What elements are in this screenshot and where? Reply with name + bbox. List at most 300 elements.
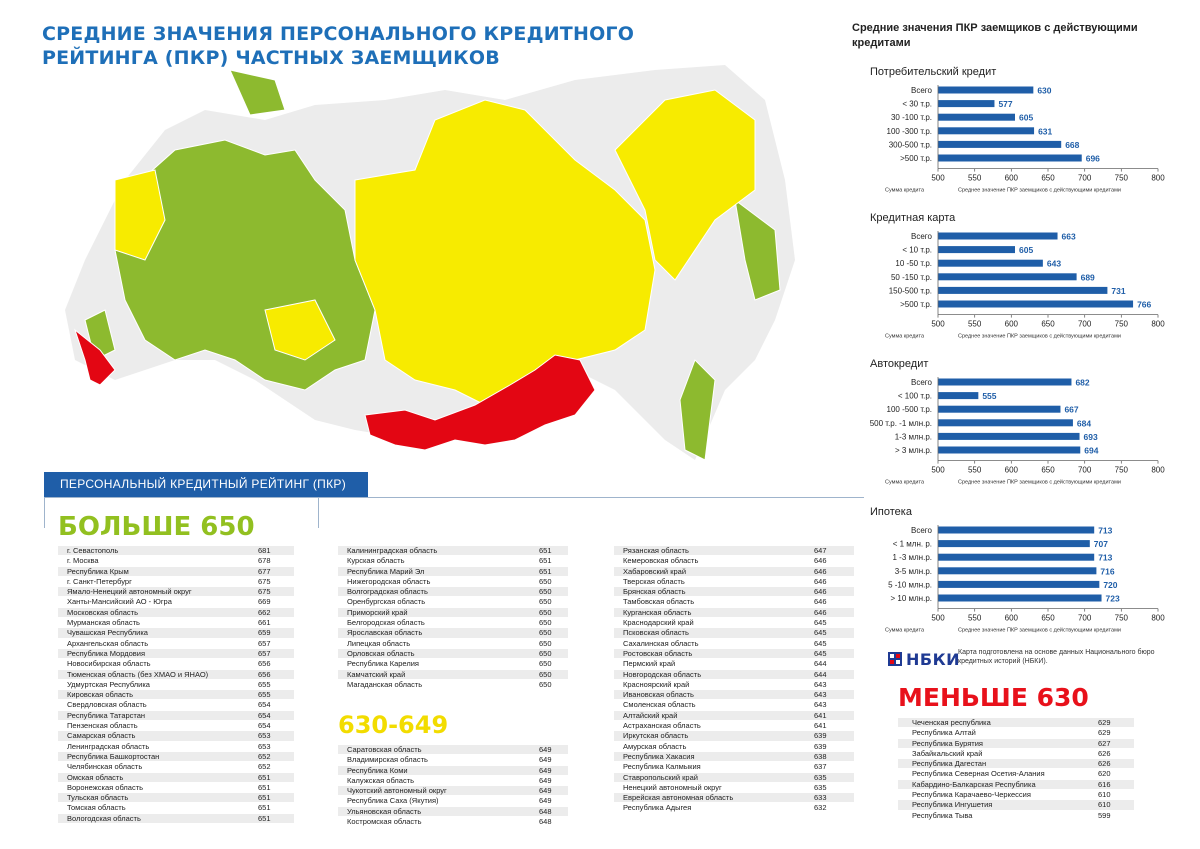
russia-regions-map [55,60,815,480]
region-value: 645 [814,648,827,658]
region-value: 620 [1098,769,1111,779]
table-row [614,742,854,752]
x-tick-label: 700 [1077,173,1092,183]
region-value: 650 [539,576,552,586]
x-tick-label: 600 [1004,319,1019,329]
table-row [58,567,294,577]
x-tick-label: 800 [1151,613,1165,623]
table-row [338,639,568,649]
table-row [614,597,854,607]
x-tick-label: 500 [931,319,945,329]
region-value: 651 [539,566,552,576]
x-axis-label-left: Сумма кредита [885,187,925,194]
table-row [58,608,294,618]
region-value: 650 [539,648,552,658]
region-name: Республика Дагестан [912,759,987,769]
region-value: 656 [258,659,271,669]
table-row [614,690,854,700]
region-value: 641 [814,710,827,720]
table-row [614,793,854,803]
table-row [614,556,854,566]
regions-table-high-col2 [338,546,568,690]
region-name: Омская область [67,772,124,782]
x-tick-label: 650 [1041,319,1055,329]
category-label: 50 -150 т.р. [890,272,932,282]
x-tick-label: 700 [1077,319,1092,329]
region-value: 635 [814,772,827,782]
x-axis-label-left: Сумма кредита [885,479,925,486]
regions-table-mid-col2 [614,546,854,814]
region-value: 650 [539,607,552,617]
bar [938,114,1015,121]
table-row [898,800,1134,810]
table-row [338,796,568,806]
region-value: 632 [814,803,827,813]
bar-chart-auto [860,374,1165,492]
bar [938,233,1058,240]
region-value: 656 [258,669,271,679]
table-row [338,587,568,597]
bar [938,595,1102,602]
x-tick-label: 800 [1151,173,1165,183]
x-tick-label: 650 [1041,465,1055,475]
nbki-logo-icon [888,652,902,666]
region-value: 653 [258,731,271,741]
region-value: 655 [258,679,271,689]
data-label: 631 [1038,126,1053,137]
region-value: 650 [539,618,552,628]
table-row [898,811,1134,821]
region-value: 610 [1098,790,1111,800]
region-name: Липецкая область [347,638,411,648]
table-row [338,608,568,618]
data-label: 694 [1084,445,1099,456]
region-value: 649 [539,755,552,765]
x-tick-label: 500 [931,613,945,623]
table-row [58,752,294,762]
region-name: Республика Марий Эл [347,566,425,576]
bar [938,554,1094,561]
region-value: 654 [258,710,271,720]
x-tick-label: 750 [1114,613,1129,623]
table-row [614,700,854,710]
region-name: Самарская область [67,731,136,741]
x-tick-label: 700 [1077,613,1092,623]
x-tick-label: 550 [967,465,982,475]
region-name: Республика Татарстан [67,710,146,720]
region-name: Красноярский край [623,679,690,689]
region-name: Кемеровская область [623,556,699,566]
x-tick-label: 500 [931,465,945,475]
region-value: 649 [539,786,552,796]
bar [938,581,1099,588]
region-name: Свердловская область [67,700,147,710]
group-heading-mid: 630-649 [338,711,449,739]
region-value: 654 [258,721,271,731]
region-value: 629 [1098,728,1111,738]
region-name: Тюменская область (без ХМАО и ЯНАО) [67,669,209,679]
region-name: Ненецкий автономный округ [623,782,722,792]
region-value: 648 [539,806,552,816]
data-label: 630 [1037,85,1052,96]
region-name: Удмуртская Республика [67,679,150,689]
table-row [614,618,854,628]
region-value: 645 [814,628,827,638]
bar-chart-card [860,228,1165,346]
region-value: 639 [814,731,827,741]
regions-table-high-col1 [58,546,294,824]
bar [938,287,1107,294]
region-name: Чеченская республика [912,718,991,727]
region-value: 677 [258,566,271,576]
region-name: Ростовская область [623,648,693,658]
region-name: Орловская область [347,648,415,658]
region-value: 638 [814,751,827,761]
table-row [338,567,568,577]
region-name: г. Санкт-Петербург [67,576,132,586]
region-value: 635 [814,782,827,792]
table-row [58,577,294,587]
region-value: 643 [814,690,827,700]
table-row [338,597,568,607]
x-tick-label: 750 [1114,173,1129,183]
region-name: Республика Крым [67,566,129,576]
table-row [58,814,294,824]
region-value: 627 [1098,738,1111,748]
bar [938,273,1077,280]
region-name: Курганская область [623,607,692,617]
rating-divider [44,497,864,507]
bar [938,301,1133,308]
category-label: < 10 т.р. [902,245,932,255]
region-name: Смоленская область [623,700,696,710]
table-row [614,680,854,690]
category-label: 30 -100 т.р. [890,113,932,123]
table-row [58,659,294,669]
region-name: Республика Саха (Якутия) [347,796,439,806]
table-row [614,711,854,721]
region-name: Республика Башкортостан [67,751,160,761]
table-row [614,567,854,577]
region-name: Республика Тыва [912,810,973,820]
data-label: 713 [1098,552,1113,563]
table-row [58,680,294,690]
region-value: 599 [1098,810,1111,820]
region-value: 652 [258,762,271,772]
table-row [58,773,294,783]
region-name: Тульская область [67,793,129,803]
region-name: Новосибирская область [67,659,151,669]
table-row [614,773,854,783]
region-name: Калининградская область [347,546,438,555]
x-axis-label: Среднее значение ПКР заемщиков с действующими кредитами [958,627,1121,634]
bar [938,141,1061,148]
x-axis-label: Среднее значение ПКР заемщиков с действующими кредитами [958,187,1121,194]
region-name: Краснодарский край [623,618,694,628]
table-row [338,659,568,669]
region-name: Сахалинская область [623,638,699,648]
data-label: 605 [1019,245,1034,256]
category-label: 100 -300 т.р. [886,126,932,136]
region-name: Республика Алтай [912,728,976,738]
table-row [58,556,294,566]
table-row [614,608,854,618]
category-label: Всего [911,526,932,535]
x-tick-label: 800 [1151,465,1165,475]
table-row [898,769,1134,779]
table-row [614,762,854,772]
table-row [898,728,1134,738]
category-label: 500 т.р. -1 млн.р. [869,418,932,428]
table-row [338,786,568,796]
region-name: Ханты-Мансийский АО - Югра [67,597,172,607]
data-label: 689 [1080,272,1095,283]
bar-chart-svg [860,228,1165,346]
region-value: 661 [258,618,271,628]
category-label: 1 -3 млн.р. [892,553,932,563]
category-label: > 3 млн.р. [894,446,932,455]
region-value: 633 [814,793,827,803]
data-label: 684 [1076,418,1092,429]
regions-table-mid-col1 [338,745,568,827]
region-value: 650 [539,628,552,638]
region-value: 650 [539,679,552,689]
category-label: >500 т.р. [900,300,932,309]
bar [938,392,978,399]
bar-chart-svg [860,522,1165,640]
bar [938,419,1073,426]
region-value: 650 [539,597,552,607]
region-name: Новгородская область [623,669,702,679]
region-name: Республика Карелия [347,659,419,669]
region-value: 652 [258,751,271,761]
region-value: 681 [258,546,271,555]
table-row [338,618,568,628]
data-label: 667 [1064,404,1079,415]
region-name: Тверская область [623,576,685,586]
category-label: Всего [911,232,932,241]
x-tick-label: 650 [1041,613,1055,623]
region-value: 650 [539,587,552,597]
bar [938,433,1080,440]
region-value: 626 [1098,748,1111,758]
table-row [338,628,568,638]
data-label: 668 [1065,139,1080,150]
category-label: Всего [911,378,932,387]
table-row [614,721,854,731]
region-name: Вологодская область [67,813,141,823]
group-heading-high: БОЛЬШЕ 650 [58,512,255,542]
table-row [614,639,854,649]
region-value: 647 [814,546,827,555]
regions-table-low [898,718,1134,821]
table-row [898,739,1134,749]
region-value: 649 [539,775,552,785]
category-label: < 1 млн. р. [892,539,932,549]
x-tick-label: 750 [1114,319,1129,329]
region-value: 646 [814,556,827,566]
category-label: 300-500 т.р. [888,140,932,150]
region-name: Воронежская область [67,782,144,792]
table-row [58,597,294,607]
region-value: 678 [258,556,271,566]
region-name: Астраханская область [623,721,701,731]
region-value: 651 [258,772,271,782]
category-label: 1-3 млн.р. [894,432,932,442]
x-axis-label-left: Сумма кредита [885,627,925,634]
divider-tick [44,498,45,528]
region-name: Тамбовская область [623,597,695,607]
region-value: 637 [814,762,827,772]
x-tick-label: 800 [1151,319,1165,329]
table-row [614,803,854,813]
region-value: 646 [814,607,827,617]
table-row [58,783,294,793]
region-name: Еврейская автономная область [623,793,734,803]
data-label: 693 [1083,431,1098,442]
bar [938,155,1082,162]
region-name: г. Москва [67,556,99,566]
bar [938,260,1043,267]
table-row [614,577,854,587]
table-row [58,618,294,628]
category-label: < 30 т.р. [902,99,932,109]
table-row [58,793,294,803]
data-label: 713 [1098,525,1113,536]
x-axis-label: Среднее значение ПКР заемщиков с действующими кредитами [958,479,1121,486]
region-name: Мурманская область [67,618,140,628]
region-name: Пензенская область [67,721,138,731]
region-value: 644 [814,659,827,669]
region-name: Архангельская область [67,638,149,648]
table-row [58,628,294,638]
category-label: < 100 т.р. [897,391,932,401]
table-row [898,749,1134,759]
region-name: Ульяновская область [347,806,422,816]
region-value: 657 [258,638,271,648]
region-value: 649 [539,796,552,806]
table-row [58,731,294,741]
x-tick-label: 550 [967,173,982,183]
table-row [338,745,568,755]
region-value: 645 [814,638,827,648]
table-row [58,721,294,731]
region-value: 648 [539,817,552,827]
table-row [58,762,294,772]
region-name: Забайкальский край [912,748,983,758]
table-row [338,807,568,817]
region-value: 657 [258,648,271,658]
region-value: 659 [258,628,271,638]
data-label: 555 [982,391,997,402]
region-value: 675 [258,587,271,597]
table-row [898,790,1134,800]
bar-chart-svg [860,82,1165,200]
table-row [58,649,294,659]
region-value: 651 [539,556,552,566]
region-name: Оренбургская область [347,597,426,607]
region-name: Нижегородская область [347,576,431,586]
region-value: 669 [258,597,271,607]
data-label: 720 [1103,579,1118,590]
category-label: > 10 млн.р. [890,594,932,603]
chart-title-card: Кредитная карта [870,212,956,224]
table-row [614,659,854,669]
chart-title-mortgage: Ипотека [870,506,912,518]
region-value: 649 [539,765,552,775]
region-name: Республика Адыгея [623,803,692,813]
table-row [338,817,568,827]
bar-chart-svg [860,374,1165,492]
data-label: 643 [1046,258,1062,269]
region-value: 626 [1098,759,1111,769]
data-label: 716 [1100,566,1115,577]
bar [938,406,1060,413]
bar-chart-mortgage [860,522,1165,640]
data-label: 663 [1061,231,1076,242]
region-value: 675 [258,576,271,586]
bar [938,87,1033,94]
table-row [614,628,854,638]
region-value: 646 [814,576,827,586]
data-label: 731 [1111,285,1126,296]
region-value: 651 [539,546,552,555]
table-row [58,803,294,813]
bar [938,447,1080,454]
table-row [58,546,294,556]
bar [938,527,1094,534]
table-row [338,776,568,786]
category-label: 3-5 млн.р. [894,566,932,576]
page-title: СРЕДНИЕ ЗНАЧЕНИЯ ПЕРСОНАЛЬНОГО КРЕДИТНОГО РЕЙТИНГА (ПКР) ЧАСТНЫХ ЗАЕМЩИКОВ [42,23,635,69]
region-name: Курская область [347,556,405,566]
table-row [898,780,1134,790]
region-name: Ярославская область [347,628,423,638]
region-name: Московская область [67,607,138,617]
region-name: Республика Бурятия [912,738,983,748]
table-row [338,556,568,566]
table-row [614,587,854,597]
category-label: >500 т.р. [900,154,932,163]
category-label: 5 -10 млн.р. [888,580,932,590]
table-row [338,577,568,587]
region-name: Ленинградская область [67,741,150,751]
region-name: Ямало-Ненецкий автономный округ [67,587,192,597]
region-name: Республика Карачаево-Черкессия [912,790,1031,800]
x-tick-label: 650 [1041,173,1055,183]
region-name: Амурская область [623,741,687,751]
data-label: 723 [1105,593,1120,604]
region-value: 651 [258,813,271,823]
table-row [338,670,568,680]
region-value: 646 [814,566,827,576]
rating-banner: ПЕРСОНАЛЬНЫЙ КРЕДИТНЫЙ РЕЙТИНГ (ПКР) [44,472,368,497]
table-row [614,731,854,741]
region-value: 644 [814,669,827,679]
region-value: 643 [814,700,827,710]
region-name: Калужская область [347,775,415,785]
region-name: Костромская область [347,817,422,827]
region-name: Магаданская область [347,679,423,689]
table-row [58,587,294,597]
region-name: Республика Северная Осетия-Алания [912,769,1045,779]
table-row [614,752,854,762]
bar [938,379,1071,386]
table-row [58,639,294,649]
region-value: 650 [539,669,552,679]
region-name: Волгоградская область [347,587,428,597]
region-name: Ивановская область [623,690,694,700]
